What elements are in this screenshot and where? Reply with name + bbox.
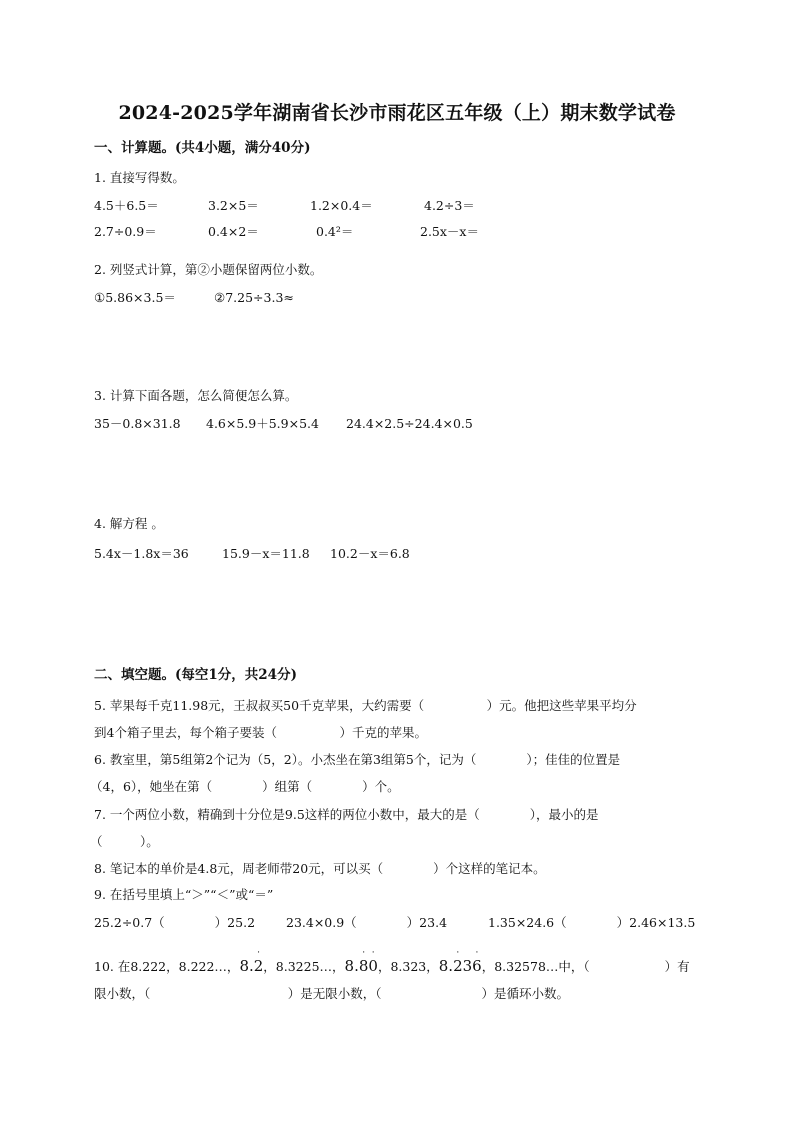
page-title: 2024-2025学年湖南省长沙市雨花区五年级（上）期末数学试卷 xyxy=(118,102,676,124)
q5-line-1: 5. 苹果每千克11.98元，王叔叔买50千克苹果，大约需要（ ）元。他把这些苹果平均分 xyxy=(94,698,637,713)
repeat-dot-icon: · xyxy=(371,948,375,958)
q4-item-2: 15.9－x＝11.8 xyxy=(222,546,310,561)
q6-line-1: 6. 教室里，第5组第2个记为（5，2）。小杰坐在第3组第5个，记为（ ）；佳佳的位置是 xyxy=(94,752,621,767)
q7-line-2: （ ）。 xyxy=(90,834,159,849)
q10-prefix: 10. 在8.222，8.222…， xyxy=(94,959,240,974)
q10-line-2: 限小数，（ ）是无限小数，（ ）是循环小数。 xyxy=(94,986,570,1001)
repeat-dot-icon: · xyxy=(475,948,479,958)
q1-r2-c2: 0.4×2＝ xyxy=(208,224,259,239)
q4-label: 4. 解方程 。 xyxy=(94,516,164,531)
q3-item-3: 24.4×2.5÷24.4×0.5 xyxy=(346,416,473,431)
q1-r1-c1: 4.5＋6.5＝ xyxy=(94,198,159,213)
section-2-heading: 二、填空题。(每空1分，共24分) xyxy=(94,667,297,683)
repeat-dot-icon: · xyxy=(362,948,366,958)
q5-line-2: 到4个箱子里去，每个箱子要装（ ）千克的苹果。 xyxy=(94,725,427,740)
q2-item-2: ②7.25÷3.3≈ xyxy=(214,290,294,305)
q9-item-3: 1.35×24.6（ ）2.46×13.5 xyxy=(488,915,696,930)
q1-r2-c4: 2.5x－x＝ xyxy=(420,224,479,239)
q10-recurring-number-1: 8. · 2 xyxy=(239,948,264,975)
q10-recurring-number-2: 8. · 8 · 0 xyxy=(344,948,378,975)
q10-line-1 xyxy=(94,948,690,975)
q3-item-1: 35－0.8×31.8 xyxy=(94,416,181,431)
q10-mid-2: ，8.323， xyxy=(377,959,439,974)
q1-label: 1. 直接写得数。 xyxy=(94,170,185,185)
q2-label: 2. 列竖式计算，第②小题保留两位小数。 xyxy=(94,262,323,277)
q10-suffix: ，8.32578…中，（ ）有 xyxy=(481,959,690,974)
q8-line: 8. 笔记本的单价是4.8元，周老师带20元，可以买（ ）个这样的笔记本。 xyxy=(94,861,546,876)
q9-item-1: 25.2÷0.7（ ）25.2 xyxy=(94,915,256,930)
q1-r1-c3: 1.2×0.4＝ xyxy=(310,198,373,213)
q7-line-1: 7. 一个两位小数，精确到十分位是9.5这样的两位小数中，最大的是（ ），最小的是 xyxy=(94,807,599,822)
q4-item-1: 5.4x－1.8x＝36 xyxy=(94,546,189,561)
q9-label: 9. 在括号里填上“＞”“＜”或“＝” xyxy=(94,887,274,902)
q10-recurring-number-3: 8. · 23 · 6 xyxy=(438,948,482,975)
q3-item-2: 4.6×5.9＋5.9×5.4 xyxy=(206,416,319,431)
q10-mid-1: ，8.3225…， xyxy=(263,959,345,974)
q1-r1-c4: 4.2÷3＝ xyxy=(424,198,475,213)
q9-item-2: 23.4×0.9（ ）23.4 xyxy=(286,915,448,930)
q4-item-3: 10.2－x＝6.8 xyxy=(330,546,410,561)
q3-label: 3. 计算下面各题，怎么简便怎么算。 xyxy=(94,388,298,403)
repeat-dot-icon: · xyxy=(456,948,460,958)
q1-r2-c3: 0.4²＝ xyxy=(316,224,354,239)
q2-item-1: ①5.86×3.5＝ xyxy=(94,290,176,305)
repeat-dot-icon: · xyxy=(257,948,260,958)
q6-line-2: （4，6），她坐在第（ ）组第（ ）个。 xyxy=(90,779,400,794)
section-1-heading: 一、计算题。(共4小题，满分40分) xyxy=(94,140,311,156)
q1-r2-c1: 2.7÷0.9＝ xyxy=(94,224,157,239)
q1-r1-c2: 3.2×5＝ xyxy=(208,198,259,213)
